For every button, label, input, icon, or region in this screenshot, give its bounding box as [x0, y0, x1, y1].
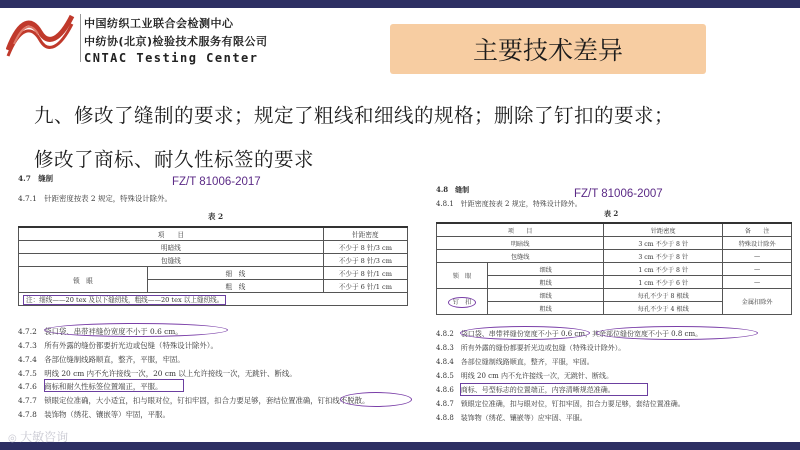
table-cell: 不少于 8 针/3 cm	[323, 254, 407, 267]
table-cell: —	[723, 263, 792, 276]
right-line-483: 4.8.3 所有外露的缝份都要折光边或包缝（特殊设计除外）。	[436, 344, 626, 352]
table-cell: —	[723, 276, 792, 289]
heading-line-2: 修改了商标、耐久性标签的要求	[34, 148, 315, 171]
right-line-484: 4.8.4 各部位缝制线路顺直，整齐，平服，牢固。	[436, 358, 594, 366]
right-oval-482a	[460, 326, 590, 340]
left-col-density: 针距密度	[323, 227, 407, 241]
table-cell: 粗线	[488, 302, 604, 315]
org-name-en: CNTAC Testing Center	[84, 51, 259, 65]
left-line-475: 4.7.5 明线 20 cm 内不允许接线一次，20 cm 以上允许接线一次，无跳针、断线。	[18, 369, 297, 378]
right-std-label: FZ/T 81006-2007	[574, 188, 663, 200]
table-cell: 不少于 6 针/1 cm	[323, 280, 407, 293]
watermark-text: 大敏咨询	[20, 430, 69, 444]
right-line-486: 4.8.6 商标、号型标志的位置端正，内容清晰规范准确。	[436, 386, 615, 394]
left-document	[0, 166, 420, 442]
table-cell: 每孔不少于 4 根线	[604, 302, 723, 315]
right-col-density: 针距密度	[604, 223, 723, 237]
table-cell: 3 cm 不少于 8 针	[604, 237, 723, 250]
table-cell: 包缝线	[437, 250, 604, 263]
right-table-title: 表 2	[604, 209, 619, 218]
right-line-487: 4.8.7 锁眼定位准确，扣与眼对位，钉扣牢固，扣合力要足够，套结位置准确。	[436, 400, 685, 408]
right-oval-482b	[596, 326, 758, 340]
left-line-477: 4.7.7 锁眼定位准确，大小适宜，扣与眼对位，钉扣牢固，扣合力要足够，套结位置准确，钉扣线不脱散。	[18, 396, 370, 405]
left-col-item: 项 目	[19, 227, 324, 241]
heading-line-1: 九、修改了缝制的要求；规定了粗线和细线的规格；删除了钉扣的要求；	[34, 104, 675, 127]
left-table-note: 注：细线——20 tex 及以下缝纫线，粗线——20 tex 以上缝纫线。	[23, 295, 226, 305]
right-document	[422, 166, 800, 442]
right-line-488: 4.8.8 装饰物（绣花、镶嵌等）应牢固、平服。	[436, 414, 587, 422]
table-cell: 粗 线	[148, 280, 324, 293]
top-bar	[0, 0, 800, 8]
left-line-476: 4.7.6 商标和耐久性标签位置端正，平服。	[18, 382, 163, 391]
bottom-bar	[0, 442, 800, 450]
table-cell: 不少于 8 针/1 cm	[323, 267, 407, 280]
table-cell: 特殊设计除外	[723, 237, 792, 250]
table-cell: 明暗线	[19, 241, 324, 254]
org-name-cn: 中国纺织工业联合会检测中心	[84, 17, 234, 30]
table-cell: 细线	[488, 289, 604, 302]
left-spec-table	[18, 226, 408, 306]
left-line-478: 4.7.8 装饰物（绣花、镶嵌等）牢固，平服。	[18, 410, 170, 419]
right-section: 4.8 缝制	[436, 185, 470, 194]
left-oval-472	[44, 323, 228, 337]
logo-divider	[80, 14, 81, 62]
right-item-481: 4.8.1 针距密度按表 2 规定，特殊设计除外。	[436, 200, 582, 208]
table-cell: 包缝线	[19, 254, 324, 267]
table-cell: 锁 眼	[437, 263, 488, 289]
table-cell: —	[723, 250, 792, 263]
right-box-486	[460, 383, 648, 396]
org-name-sub: 中纺协(北京)检验技术服务有限公司	[84, 35, 268, 48]
table-cell: 不少于 8 针/3 cm	[323, 241, 407, 254]
right-line-482: 4.8.2 袋口袋、串带袢缝份宽度不小于 0.6 cm，其余部位缝份宽度不小于 0.8 cm。	[436, 330, 703, 338]
watermark-logo-icon: ◎	[8, 433, 17, 444]
table-cell: 1 cm 不少于 6 针	[604, 276, 723, 289]
left-line-472: 4.7.2 袋口袋、串带袢缝份宽度不小于 0.6 cm。	[18, 327, 183, 336]
table-cell: 细 线	[148, 267, 324, 280]
table-cell: 1 cm 不少于 8 针	[604, 263, 723, 276]
right-col-item: 项 目	[437, 223, 604, 237]
table-cell: 细线	[488, 263, 604, 276]
right-spec-table	[436, 222, 792, 315]
table-cell: 锁 眼	[19, 267, 148, 293]
left-section: 4.7 缝制	[18, 174, 54, 183]
slide-title-box	[390, 24, 706, 74]
right-oval-buttoning: 钉 扣	[448, 297, 477, 308]
table-cell: 明暗线	[437, 237, 604, 250]
table-cell: 每孔不少于 8 根线	[604, 289, 723, 302]
left-line-474: 4.7.4 各部位缝制线路顺直，整齐，平服，牢固。	[18, 355, 185, 364]
left-box-476	[44, 379, 184, 392]
table-cell: 粗线	[488, 276, 604, 289]
left-std-label: FZ/T 81006-2017	[172, 176, 261, 188]
right-col-note: 备 注	[723, 223, 792, 237]
left-oval-477	[340, 392, 412, 407]
left-line-473: 4.7.3 所有外露的缝份都要折光边或包缝（特殊设计除外）。	[18, 341, 218, 350]
left-table-title: 表 2	[208, 212, 224, 221]
cntac-logo-icon	[6, 10, 76, 58]
slide-title: 主要技术差异	[472, 36, 623, 65]
table-cell: 3 cm 不少于 8 针	[604, 250, 723, 263]
table-cell: 金属扣除外	[723, 289, 792, 315]
right-line-485: 4.8.5 明线 20 cm 内不允许接线一次，无跳针、断线。	[436, 372, 613, 380]
left-item-471: 4.7.1 针距密度按表 2 规定，特殊设计除外。	[18, 194, 172, 203]
